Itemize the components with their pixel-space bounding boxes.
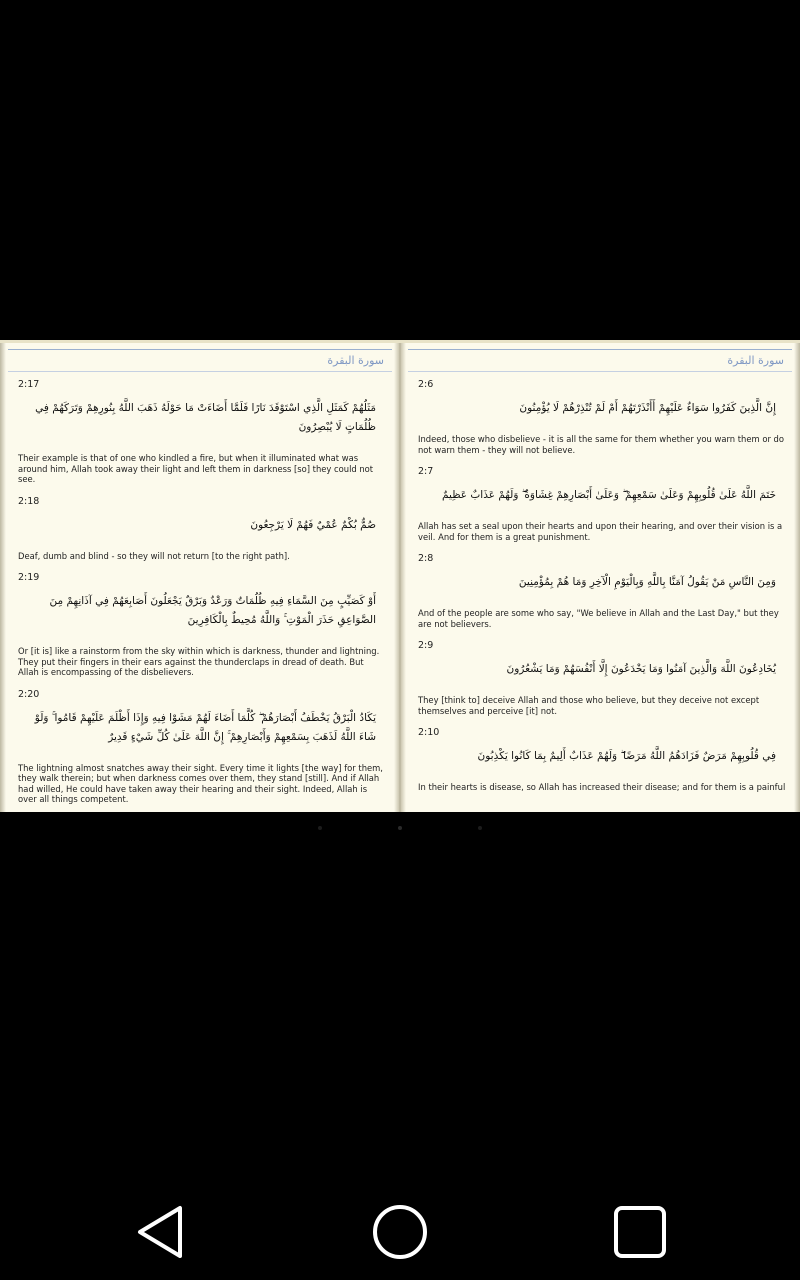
verse-arabic: إِنَّ الَّذِينَ كَفَرُوا سَوَاءٌ عَلَيْهِمْ أَأَنْذَرْتَهُمْ أَمْ لَمْ تُنْذِرْهُمْ لَا يُؤْمِنُونَ bbox=[519, 402, 776, 414]
verse-arabic: وَمِنَ النَّاسِ مَنْ يَقُولُ آمَنَّا بِاللَّهِ وَبِالْيَوْمِ الْآخِرِ وَمَا هُمْ بِمُؤْمِنِينَ bbox=[518, 576, 776, 588]
verse-translation: The lightning almost snatches away their sight. Every time it lights [the way] for them, they walk therein; but when darkness comes over them, they stand [still]. And if Allah had willed, He could have taken away their hearing and their sight. Indeed, Allah is over all things competent. bbox=[18, 762, 383, 804]
verse-number: 2:6 bbox=[418, 379, 434, 390]
verse-translation: Their example is that of one who kindled a fire, but when it illuminated what was around him, Allah took away their light and left them in darkness [so] they could not see. bbox=[18, 453, 374, 484]
verse-arabic: يُخَادِعُونَ اللَّهَ وَالَّذِينَ آمَنُوا وَمَا يَخْدَعُونَ إِلَّا أَنْفُسَهُمْ وَمَا يَشْعُرُونَ bbox=[506, 663, 776, 675]
left-page[interactable] bbox=[0, 343, 400, 812]
verse-number: 2:10 bbox=[418, 727, 440, 738]
verse-number: 2:9 bbox=[418, 640, 434, 651]
header-rule bbox=[408, 371, 792, 372]
verse[interactable] bbox=[418, 379, 786, 455]
verse-number: 2:18 bbox=[18, 495, 40, 507]
back-icon bbox=[130, 1202, 190, 1262]
verse-arabic: فِي قُلُوبِهِمْ مَرَضٌ فَزَادَهُمُ اللَّهُ مَرَضًا ۖ وَلَهُمْ عَذَابٌ أَلِيمٌ بِمَا كَانُوا يَكْذِبُونَ bbox=[477, 750, 776, 762]
book-spine bbox=[394, 343, 406, 812]
verse-arabic: يَكَادُ الْبَرْقُ يَخْطَفُ أَبْصَارَهُمْ ۖ كُلَّمَا أَضَاءَ لَهُمْ مَشَوْا فِيهِ وَإِذَا أَظْلَمَ عَلَيْهِمْ قَامُوا ۚ وَلَوْ شَاءَ اللَّهُ لَذَهَبَ بِسَمْعِهِمْ وَأَبْصَارِهِمْ ۚ إِنَّ اللَّهَ عَلَىٰ كُلِّ شَيْءٍ قَدِيرٌ bbox=[34, 711, 376, 743]
recents-icon bbox=[610, 1202, 670, 1262]
page-edge bbox=[794, 343, 800, 812]
surah-title: سورة البقرة bbox=[727, 354, 784, 367]
verse-list bbox=[18, 379, 386, 812]
verse-list bbox=[418, 379, 786, 804]
verse[interactable] bbox=[18, 689, 386, 805]
verse[interactable] bbox=[418, 553, 786, 629]
verse-translation: Indeed, those who disbelieve - it is all the same for them whether you warn them or do not warn them - they will not believe. bbox=[418, 434, 784, 455]
verse-translation: They [think to] deceive Allah and those who believe, but they deceive not except themselves and perceive [it] not. bbox=[418, 695, 760, 716]
verse[interactable] bbox=[418, 727, 786, 793]
header-rule bbox=[8, 349, 392, 350]
right-page[interactable] bbox=[400, 343, 800, 812]
verse-arabic: خَتَمَ اللَّهُ عَلَىٰ قُلُوبِهِمْ وَعَلَىٰ سَمْعِهِمْ ۖ وَعَلَىٰ أَبْصَارِهِمْ غِشَاوَةٌ ۖ وَلَهُمْ عَذَابٌ عَظِيمٌ bbox=[442, 489, 776, 501]
verse-number: 2:20 bbox=[18, 688, 40, 700]
page-dot[interactable] bbox=[478, 826, 482, 830]
verse[interactable] bbox=[18, 379, 386, 485]
verse[interactable] bbox=[418, 466, 786, 542]
page-dot-active[interactable] bbox=[398, 826, 402, 830]
navigation-bar bbox=[0, 1180, 800, 1280]
verse-translation: Allah has set a seal upon their hearts and upon their hearing, and over their vision is a veil. And for them is a great punishment. bbox=[418, 521, 783, 542]
verse-arabic: أَوْ كَصَيِّبٍ مِنَ السَّمَاءِ فِيهِ ظُلُمَاتٌ وَرَعْدٌ وَبَرْقٌ يَجْعَلُونَ أَصَابِعَهُمْ فِي آذَانِهِمْ مِنَ الصَّوَاعِقِ حَذَرَ الْمَوْتِ ۚ وَاللَّهُ مُحِيطٌ بِالْكَافِرِينَ bbox=[49, 595, 376, 626]
home-icon bbox=[370, 1202, 430, 1262]
surah-title: سورة البقرة bbox=[327, 354, 384, 367]
verse-number: 2:17 bbox=[18, 379, 40, 390]
verse-number: 2:8 bbox=[418, 553, 434, 564]
page-indicator bbox=[0, 826, 800, 832]
recents-button[interactable] bbox=[610, 1202, 670, 1262]
verse[interactable] bbox=[18, 496, 386, 562]
back-button[interactable] bbox=[130, 1202, 190, 1262]
verse-arabic: مَثَلُهُمْ كَمَثَلِ الَّذِي اسْتَوْقَدَ نَارًا فَلَمَّا أَضَاءَتْ مَا حَوْلَهُ ذَهَبَ اللَّهُ بِنُورِهِمْ وَتَرَكَهُمْ فِي ظُلُمَاتٍ لَا يُبْصِرُونَ bbox=[35, 402, 376, 433]
verse-number: 2:7 bbox=[418, 466, 434, 477]
header-rule bbox=[8, 371, 392, 372]
verse[interactable] bbox=[18, 572, 386, 678]
page-edge bbox=[0, 343, 6, 812]
page-dot[interactable] bbox=[318, 826, 322, 830]
verse-translation: And of the people are some who say, "We believe in Allah and the Last Day," but they are not believers. bbox=[418, 608, 779, 629]
header-rule bbox=[408, 349, 792, 350]
book-view[interactable] bbox=[0, 340, 800, 812]
home-button[interactable] bbox=[370, 1202, 430, 1262]
verse-translation: In their hearts is disease, so Allah has increased their disease; and for them is a painful bbox=[418, 782, 786, 792]
verse-translation: Deaf, dumb and blind - so they will not return [to the right path]. bbox=[18, 550, 290, 561]
verse-arabic: صُمٌّ بُكْمٌ عُمْيٌ فَهُمْ لَا يَرْجِعُونَ bbox=[250, 518, 376, 531]
verse-number: 2:19 bbox=[18, 572, 40, 583]
verse-translation: Or [it is] like a rainstorm from the sky within which is darkness, thunder and lightning. They put their fingers in their ears against the thunderclaps in dread of death. But Allah is encompassing of the disbelievers. bbox=[18, 646, 380, 677]
verse[interactable] bbox=[418, 640, 786, 716]
